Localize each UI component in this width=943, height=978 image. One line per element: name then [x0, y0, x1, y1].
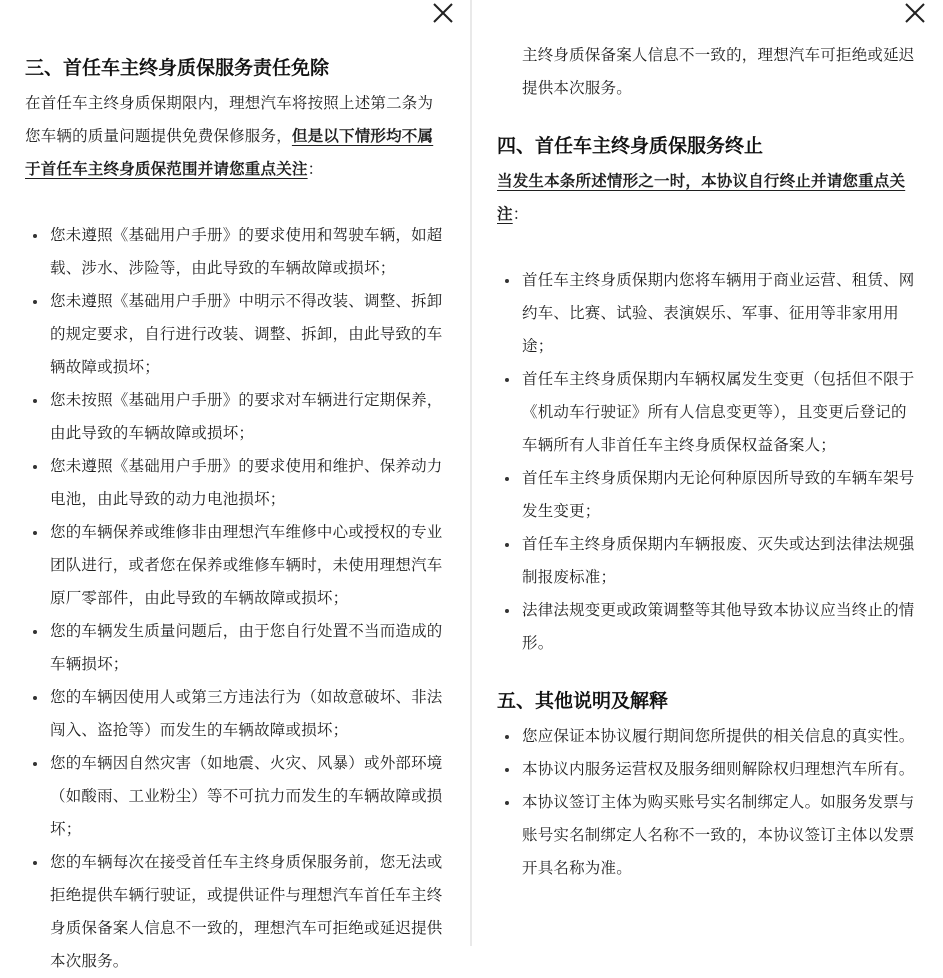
section-title: 三、首任车主终身质保服务责任免除	[25, 57, 330, 79]
list-item: 您的车辆因自然灾害（如地震、火灾、风暴）或外部环境（如酸雨、工业粉尘）等不可抗力而发生的车辆故障或损坏；	[25, 747, 445, 846]
list-item: 您未按照《基础用户手册》的要求对车辆进行定期保养，由此导致的车辆故障或损坏；	[25, 384, 445, 450]
exclusion-list	[25, 219, 445, 978]
close-icon	[430, 0, 456, 26]
list-item: 法律法规变更或政策调整等其他导致本协议应当终止的情形。	[497, 594, 917, 660]
section-title: 五、其他说明及解释	[497, 690, 669, 712]
termination-list	[497, 264, 917, 660]
close-icon	[902, 0, 928, 26]
list-item: 您的车辆发生质量问题后，由于您自行处置不当而造成的车辆损坏；	[25, 615, 445, 681]
list-item: 首任车主终身质保期内车辆权属发生变更（包括但不限于《机动车行驶证》所有人信息变更等），且变更后登记的车辆所有人非首任车主终身质保权益备案人；	[497, 363, 917, 462]
close-button[interactable]	[430, 0, 456, 26]
list-item: 首任车主终身质保期内您将车辆用于商业运营、租赁、网约车、比赛、试验、表演娱乐、军事、征用等非家用用途；	[497, 264, 917, 363]
list-item: 首任车主终身质保期内车辆报废、灭失或达到法律法规强制报废标准；	[497, 528, 917, 594]
list-item: 本协议签订主体为购买账号实名制绑定人。如服务发票与账号实名制绑定人名称不一致的，本协议签订主体以发票开具名称为准。	[497, 786, 917, 885]
section-intro: 当发生本条所述情形之一时，本协议自行终止并请您重点关注：	[497, 172, 906, 223]
close-button[interactable]	[902, 0, 928, 26]
section-intro: 在首任车主终身质保期限内，理想汽车将按照上述第二条为您车辆的质量问题提供免费保修服务，但是以下情形均不属于首任车主终身质保范围并请您重点关注：	[25, 94, 434, 178]
agreement-content	[25, 53, 445, 978]
list-item: 本协议内服务运营权及服务细则解除权归理想汽车所有。	[497, 753, 917, 786]
list-item: 您应保证本协议履行期间您所提供的相关信息的真实性。	[497, 720, 917, 753]
list-item: 您的车辆每次在接受首任车主终身质保服务前，您无法或拒绝提供车辆行驶证，或提供证件与理想汽车首任车主终身质保备案人信息不一致的，理想汽车可拒绝或延迟提供本次服务。	[25, 846, 445, 978]
agreement-content	[497, 39, 917, 885]
list-item: 您未遵照《基础用户手册》的要求使用和驾驶车辆，如超载、涉水、涉险等，由此导致的车辆故障或损坏；	[25, 219, 445, 285]
list-item: 首任车主终身质保期内无论何种原因所导致的车辆车架号发生变更；	[497, 462, 917, 528]
continued-text: 主终身质保备案人信息不一致的，理想汽车可拒绝或延迟提供本次服务。	[522, 46, 915, 97]
list-item: 您未遵照《基础用户手册》的要求使用和维护、保养动力电池，由此导致的动力电池损坏；	[25, 450, 445, 516]
left-agreement-panel	[0, 0, 470, 970]
emphasis-text: 但是以下情形均不属于首任车主终身质保范围并请您重点关注	[25, 127, 434, 178]
list-item: 您的车辆因使用人或第三方违法行为（如故意破坏、非法闯入、盗抢等）而发生的车辆故障或损坏；	[25, 681, 445, 747]
list-item: 您的车辆保养或维修非由理想汽车维修中心或授权的专业团队进行，或者您在保养或维修车辆时，未使用理想汽车原厂零部件，由此导致的车辆故障或损坏；	[25, 516, 445, 615]
section-title: 四、首任车主终身质保服务终止	[497, 135, 764, 157]
emphasis-text: 当发生本条所述情形之一时，本协议自行终止并请您重点关注	[497, 172, 906, 223]
other-notes-list	[497, 720, 917, 885]
list-item: 您未遵照《基础用户手册》中明示不得改装、调整、拆卸的规定要求，自行进行改装、调整、拆卸，由此导致的车辆故障或损坏；	[25, 285, 445, 384]
right-agreement-panel	[472, 0, 943, 946]
